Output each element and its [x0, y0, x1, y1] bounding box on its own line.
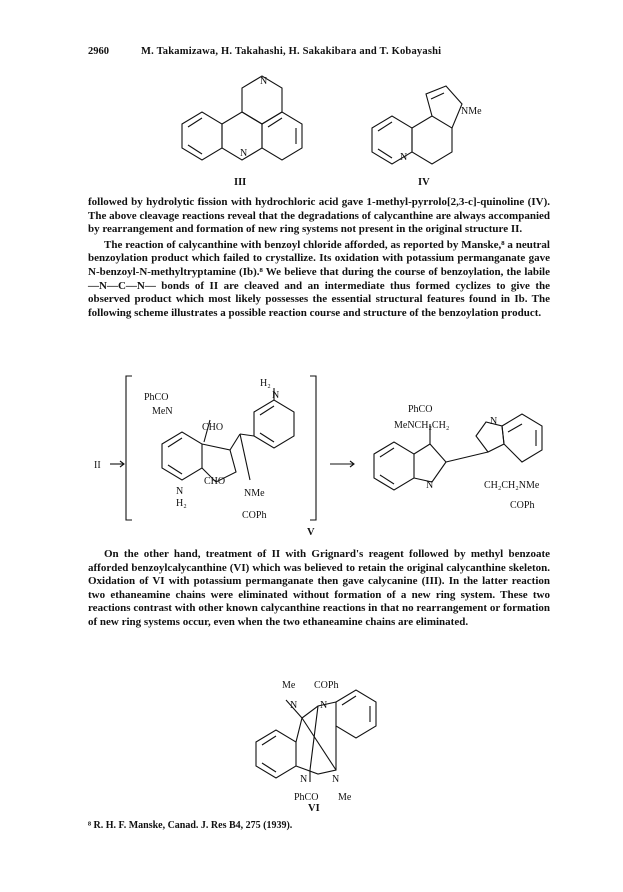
reactant-ii: II [94, 460, 101, 471]
atom-nme: NMe [461, 106, 482, 117]
atom-nme: NMe [244, 488, 265, 499]
atom-phco: PhCO [144, 392, 169, 403]
structure-vi [246, 678, 386, 802]
label-v: V [307, 527, 315, 538]
footnote: ⁸ R. H. F. Manske, Canad. J. Res B4, 275 (1939). [88, 820, 293, 831]
atom-h2: H₂ [260, 378, 271, 389]
atom-men: MeN [152, 406, 173, 417]
running-authors: M. Takamizawa, H. Takahashi, H. Sakakibara and T. Kobayashi [141, 46, 442, 57]
atom-n: N [400, 152, 408, 163]
atom-mench2ch2: MeNCH₂CH₂ [394, 420, 450, 431]
structure-iv [364, 88, 494, 174]
atom-n: N [490, 416, 498, 427]
atom-n: N [176, 486, 184, 497]
atom-n: N [272, 390, 280, 401]
paragraph-2: The reaction of calycanthine with benzoyl chloride afforded, as reported by Manske,⁸ a neutral benzoylation product which failed to crystallize. Its oxidation with potassium permanganate gave N-benzoyl-N-methyltryptamine (Ib).⁸ We believe that during the course of benzoylation, the labile —N—C—N— bonds of II are cleaved and an intermediate thus formed cyclizes to give the observed product which most likely possesses the essential structural features found in Ib. The following scheme illustrates a possible reaction course and structure of the benzoylation product. [88, 238, 550, 319]
scheme-v [84, 372, 554, 532]
atom-coph: COPh [242, 510, 267, 521]
label-iii: III [234, 177, 247, 188]
atom-coph: COPh [314, 680, 339, 691]
atom-me: Me [338, 792, 352, 803]
atom-n: N [320, 700, 328, 711]
structure-iii [168, 76, 318, 174]
atom-n: N [290, 700, 298, 711]
atom-cho: CHO [204, 476, 226, 487]
atom-ch2ch2nme: CH₂CH₂NMe [484, 480, 540, 491]
atom-n: N [260, 76, 268, 87]
atom-coph: COPh [510, 500, 535, 511]
atom-me: Me [282, 680, 296, 691]
atom-cho: CHO [202, 422, 224, 433]
atom-n: N [240, 148, 248, 159]
page-number: 2960 [88, 46, 109, 57]
paragraph-3: On the other hand, treatment of II with Grignard's reagent followed by methyl benzoate afforded benzoylcalycanthine (VI) which was believed to retain the original calycanthine skeleton. Oxidation of VI with potassium permanganate then gave calycanine (III). In the latter reaction two ethaneamine chains were eliminated without formation of a new ring system. These two reactions contrast with other known calycanthine reactions in that no rearrangement or formation of new ring systems occur, even when the two ethaneamine chains are eliminated. [88, 548, 550, 628]
label-iv: IV [418, 177, 430, 188]
atom-h2: H₂ [176, 498, 187, 509]
label-vi: VI [308, 803, 320, 814]
atom-phco: PhCO [408, 404, 433, 415]
atom-n: N [300, 774, 308, 785]
atom-n: N [426, 480, 434, 491]
atom-phco: PhCO [294, 792, 319, 803]
atom-n: N [332, 774, 340, 785]
paragraph-1: followed by hydrolytic fission with hydrochloric acid gave 1-methyl-pyrrolo[2,3-c]-quinoline (IV). The above cleavage reactions reveal that the degradations of calycanthine are always accompanied by rearrangement and formation of new ring systems not present in the original structure II. The reaction of calycanthine with benzoyl chloride afforded, as reported by Manske,⁸ a neutral benzoylation product which failed to crystallize. Its oxidation with potassium permanganate gave N-benzoyl-N-methyltryptamine (Ib).⁸ We believe that during the course of benzoylation, the labile —N—C—N— bonds of II are cleaved and an intermediate thus formed cyclizes to give the observed product which most likely possesses the essential structural features found in Ib. The following scheme illustrates a possible reaction course and structure of the benzoylation product. [88, 196, 550, 319]
